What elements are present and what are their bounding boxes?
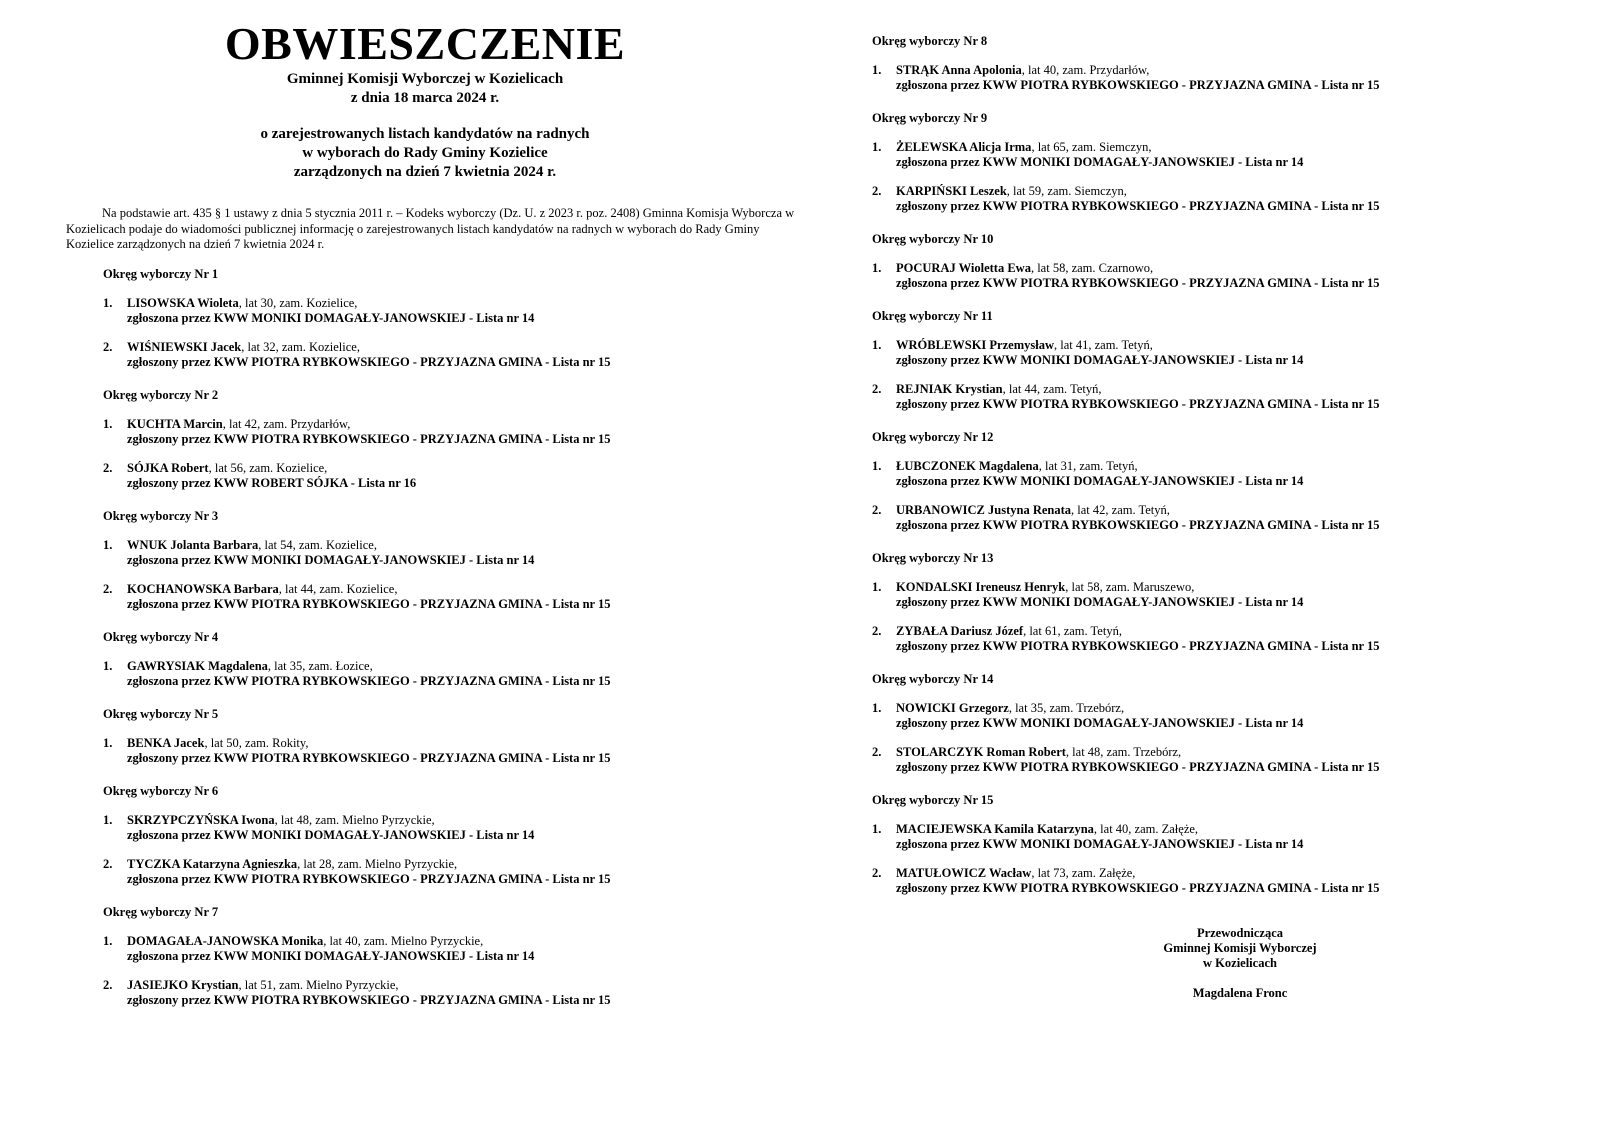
- candidate-committee: zgłoszona przez KWW MONIKI DOMAGAŁY-JANOWSKIEJ - Lista nr 14: [127, 552, 535, 567]
- candidate-committee: zgłoszony przez KWW PIOTRA RYBKOWSKIEGO - PRZYJAZNA GMINA - Lista nr 15: [896, 397, 1380, 411]
- candidate-name: KUCHTA Marcin: [127, 416, 223, 431]
- district-title: Okręg wyborczy Nr 2: [103, 387, 219, 402]
- district-section: [872, 672, 1532, 775]
- candidate-committee: zgłoszona przez KWW PIOTRA RYBKOWSKIEGO - PRZYJAZNA GMINA - Lista nr 15: [896, 276, 1380, 290]
- right-column: [872, 34, 1532, 1001]
- header-election: w wyborach do Rady Gminy Kozielice: [302, 145, 548, 161]
- candidate-name: URBANOWICZ Justyna Renata: [896, 503, 1072, 517]
- candidate-line: [127, 417, 796, 432]
- candidate-number: 2.: [872, 866, 882, 880]
- candidate-name: SÓJKA Robert: [127, 460, 209, 475]
- candidate-name: GAWRYSIAK Magdalena: [127, 658, 268, 673]
- header-subject: o zarejestrowanych listach kandydatów na radnych: [260, 126, 590, 142]
- candidate-details: , lat 40, zam. Mielno Pyrzyckie,: [323, 933, 484, 948]
- candidate-details: , lat 48, zam. Trzebórz,: [1065, 745, 1182, 759]
- candidate-committee: zgłoszony przez KWW PIOTRA RYBKOWSKIEGO - PRZYJAZNA GMINA - Lista nr 15: [896, 881, 1380, 895]
- candidate-entry: [103, 582, 796, 612]
- candidate-name: REJNIAK Krystian: [896, 382, 1003, 396]
- candidate-number: 1.: [872, 459, 882, 473]
- candidate-name: ŻELEWSKA Alicja Irma: [896, 140, 1032, 154]
- candidate-details: , lat 51, zam. Mielno Pyrzyckie,: [238, 977, 399, 992]
- candidate-number: 2.: [103, 977, 113, 992]
- district-title: Okręg wyborczy Nr 15: [872, 793, 994, 807]
- candidate-line: [127, 934, 796, 949]
- candidate-details: , lat 48, zam. Mielno Pyrzyckie,: [274, 812, 435, 827]
- candidate-details: , lat 59, zam. Siemczyn,: [1006, 184, 1127, 198]
- candidate-entry: [872, 701, 1532, 731]
- candidate-line: [127, 659, 796, 674]
- candidate-number: 1.: [103, 933, 113, 948]
- candidate-line: [127, 296, 796, 311]
- candidate-entry: [872, 503, 1532, 533]
- candidate-details: , lat 35, zam. Trzebórz,: [1008, 701, 1125, 715]
- district-title: Okręg wyborczy Nr 11: [872, 309, 993, 323]
- candidate-entry: [103, 659, 796, 689]
- district-title: Okręg wyborczy Nr 12: [872, 430, 994, 444]
- candidate-line: [127, 538, 796, 553]
- district-section: [872, 430, 1532, 533]
- district-title: Okręg wyborczy Nr 14: [872, 672, 994, 686]
- district-title: Okręg wyborczy Nr 13: [872, 551, 994, 565]
- candidate-number: 1.: [103, 658, 113, 673]
- district-section: [103, 388, 796, 491]
- candidate-number: 1.: [872, 822, 882, 836]
- candidate-name: KOCHANOWSKA Barbara: [127, 581, 279, 596]
- candidate-line: [127, 582, 796, 597]
- candidate-line: [896, 459, 1532, 474]
- candidate-line: [896, 338, 1532, 353]
- candidate-name: STOLARCZYK Roman Robert: [896, 745, 1066, 759]
- district-section: [103, 707, 796, 766]
- candidate-entry: [872, 184, 1532, 214]
- candidate-committee: zgłoszony przez KWW PIOTRA RYBKOWSKIEGO - PRZYJAZNA GMINA - Lista nr 15: [127, 431, 611, 446]
- candidate-number: 1.: [872, 140, 882, 154]
- candidate-entry: [103, 340, 796, 370]
- candidate-details: , lat 58, zam. Maruszewo,: [1065, 580, 1195, 594]
- candidate-details: , lat 73, zam. Załęże,: [1031, 866, 1136, 880]
- candidate-number: 2.: [103, 856, 113, 871]
- candidate-number: 2.: [103, 460, 113, 475]
- candidate-entry: [103, 813, 796, 843]
- candidate-committee: zgłoszony przez KWW PIOTRA RYBKOWSKIEGO - PRZYJAZNA GMINA - Lista nr 15: [896, 760, 1380, 774]
- candidate-number: 1.: [103, 735, 113, 750]
- candidate-line: [896, 382, 1532, 397]
- candidate-name: BENKA Jacek: [127, 735, 205, 750]
- candidate-number: 1.: [103, 416, 113, 431]
- district-title: Okręg wyborczy Nr 6: [103, 783, 219, 798]
- candidate-line: [896, 503, 1532, 518]
- candidate-number: 2.: [103, 581, 113, 596]
- candidate-committee: zgłoszona przez KWW MONIKI DOMAGAŁY-JANOWSKIEJ - Lista nr 14: [896, 474, 1304, 488]
- district-title: Okręg wyborczy Nr 8: [872, 34, 988, 48]
- header-election-date: zarządzonych na dzień 7 kwietnia 2024 r.: [293, 164, 557, 180]
- candidate-number: 2.: [872, 745, 882, 759]
- candidate-details: , lat 50, zam. Rokity,: [204, 735, 309, 750]
- candidate-name: POCURAJ Wioletta Ewa: [896, 261, 1031, 275]
- candidate-details: , lat 40, zam. Przydarłów,: [1021, 63, 1150, 77]
- candidate-line: [896, 866, 1532, 881]
- district-title: Okręg wyborczy Nr 9: [872, 111, 988, 125]
- signature-body: Gminnej Komisji Wyborczej: [1163, 941, 1317, 955]
- candidate-name: DOMAGAŁA-JANOWSKA Monika: [127, 933, 324, 948]
- candidate-entry: [872, 140, 1532, 170]
- candidate-entry: [872, 63, 1532, 93]
- candidate-line: [127, 340, 796, 355]
- candidate-committee: zgłoszony przez KWW MONIKI DOMAGAŁY-JANOWSKIEJ - Lista nr 14: [896, 353, 1304, 367]
- candidate-name: WIŚNIEWSKI Jacek: [127, 339, 242, 354]
- candidate-number: 2.: [872, 184, 882, 198]
- candidate-entry: [103, 736, 796, 766]
- candidate-details: , lat 41, zam. Tetyń,: [1053, 338, 1153, 352]
- candidate-number: 2.: [872, 624, 882, 638]
- candidate-committee: zgłoszona przez KWW MONIKI DOMAGAŁY-JANOWSKIEJ - Lista nr 14: [127, 827, 535, 842]
- signature-name: Magdalena Fronc: [1192, 986, 1288, 1000]
- candidate-line: [896, 184, 1532, 199]
- candidate-number: 1.: [872, 63, 882, 77]
- candidate-number: 1.: [872, 701, 882, 715]
- header-commission: Gminnej Komisji Wyborczej w Kozielicach: [286, 71, 564, 87]
- candidate-details: , lat 42, zam. Przydarłów,: [222, 416, 351, 431]
- candidate-committee: zgłoszona przez KWW PIOTRA RYBKOWSKIEGO - PRZYJAZNA GMINA - Lista nr 15: [127, 596, 611, 611]
- candidate-number: 1.: [103, 812, 113, 827]
- left-districts: [66, 267, 796, 1008]
- candidate-line: [896, 580, 1532, 595]
- candidate-entry: [872, 261, 1532, 291]
- district-title: Okręg wyborczy Nr 7: [103, 904, 219, 919]
- district-section: [103, 630, 796, 689]
- candidate-number: 1.: [103, 537, 113, 552]
- candidate-line: [127, 978, 796, 993]
- candidate-number: 1.: [872, 338, 882, 352]
- candidate-details: , lat 28, zam. Mielno Pyrzyckie,: [297, 856, 458, 871]
- candidate-committee: zgłoszona przez KWW MONIKI DOMAGAŁY-JANOWSKIEJ - Lista nr 14: [127, 310, 535, 325]
- left-column: [66, 18, 796, 1008]
- candidate-line: [896, 140, 1532, 155]
- candidate-name: SKRZYPCZYŃSKA Iwona: [127, 812, 275, 827]
- district-title: Okręg wyborczy Nr 4: [103, 629, 219, 644]
- district-title: Okręg wyborczy Nr 3: [103, 508, 219, 523]
- candidate-committee: zgłoszony przez KWW MONIKI DOMAGAŁY-JANOWSKIEJ - Lista nr 14: [896, 716, 1304, 730]
- candidate-details: , lat 35, zam. Łozice,: [267, 658, 373, 673]
- candidate-committee: zgłoszony przez KWW PIOTRA RYBKOWSKIEGO - PRZYJAZNA GMINA - Lista nr 15: [127, 354, 611, 369]
- candidate-number: 2.: [872, 382, 882, 396]
- document-header: [66, 18, 784, 182]
- district-section: [103, 905, 796, 1008]
- candidate-committee: zgłoszona przez KWW MONIKI DOMAGAŁY-JANOWSKIEJ - Lista nr 14: [127, 948, 535, 963]
- candidate-details: , lat 44, zam. Tetyń,: [1002, 382, 1102, 396]
- candidate-details: , lat 56, zam. Kozielice,: [208, 460, 328, 475]
- candidate-line: [896, 745, 1532, 760]
- candidate-committee: zgłoszona przez KWW PIOTRA RYBKOWSKIEGO - PRZYJAZNA GMINA - Lista nr 15: [127, 871, 611, 886]
- candidate-entry: [103, 461, 796, 491]
- candidate-committee: zgłoszony przez KWW ROBERT SÓJKA - Lista nr 16: [127, 475, 417, 490]
- candidate-committee: zgłoszony przez KWW PIOTRA RYBKOWSKIEGO - PRZYJAZNA GMINA - Lista nr 15: [896, 199, 1380, 213]
- candidate-entry: [103, 417, 796, 447]
- district-section: [872, 551, 1532, 654]
- candidate-details: , lat 32, zam. Kozielice,: [241, 339, 360, 354]
- candidate-entry: [103, 934, 796, 964]
- candidate-number: 1.: [872, 580, 882, 594]
- candidate-name: LISOWSKA Wioleta: [127, 295, 239, 310]
- candidate-committee: zgłoszony przez KWW PIOTRA RYBKOWSKIEGO - PRZYJAZNA GMINA - Lista nr 15: [127, 750, 611, 765]
- candidate-name: KARPIŃSKI Leszek: [896, 184, 1007, 198]
- candidate-entry: [872, 459, 1532, 489]
- district-section: [103, 784, 796, 887]
- signature-role: Przewodnicząca: [1196, 926, 1284, 940]
- candidate-number: 2.: [103, 339, 113, 354]
- candidate-entry: [872, 382, 1532, 412]
- candidate-details: , lat 30, zam. Kozielice,: [238, 295, 358, 310]
- candidate-details: , lat 44, zam. Kozielice,: [278, 581, 398, 596]
- candidate-name: WNUK Jolanta Barbara: [127, 537, 259, 552]
- signature-place: w Kozielicach: [1203, 956, 1277, 970]
- district-section: [872, 793, 1532, 896]
- candidate-name: TYCZKA Katarzyna Agnieszka: [127, 856, 298, 871]
- candidate-committee: zgłoszony przez KWW PIOTRA RYBKOWSKIEGO - PRZYJAZNA GMINA - Lista nr 15: [896, 639, 1380, 653]
- candidate-name: NOWICKI Grzegorz: [896, 701, 1009, 715]
- district-section: [872, 34, 1532, 93]
- candidate-entry: [872, 745, 1532, 775]
- district-section: [103, 509, 796, 612]
- district-section: [872, 111, 1532, 214]
- candidate-line: [127, 857, 796, 872]
- candidate-details: , lat 42, zam. Tetyń,: [1071, 503, 1170, 517]
- candidate-line: [896, 63, 1532, 78]
- candidate-line: [896, 624, 1532, 639]
- candidate-details: , lat 31, zam. Tetyń,: [1038, 459, 1138, 473]
- candidate-details: , lat 54, zam. Kozielice,: [258, 537, 377, 552]
- intro-paragraph: Na podstawie art. 435 § 1 ustawy z dnia 5 stycznia 2011 r. – Kodeks wyborczy (Dz. U. z 2023 r. poz. 2408) Gminna Komisja Wyborcza w Kozielicach podaje do wiadomości publicznej informację o zarejestrowanych listach kandydatów na radnych w wyborach do Rady Gminy Kozielice zarządzonych na dzień 7 kwietnia 2024 r.: [66, 206, 795, 251]
- candidate-number: 2.: [872, 503, 882, 517]
- candidate-name: ZYBAŁA Dariusz Józef: [896, 624, 1024, 638]
- candidate-details: , lat 58, zam. Czarnowo,: [1030, 261, 1154, 275]
- candidate-line: [127, 736, 796, 751]
- candidate-name: STRĄK Anna Apolonia: [896, 63, 1022, 77]
- header-date: z dnia 18 marca 2024 r.: [350, 90, 500, 106]
- candidate-entry: [872, 580, 1532, 610]
- candidate-entry: [103, 857, 796, 887]
- district-title: Okręg wyborczy Nr 5: [103, 706, 219, 721]
- candidate-entry: [103, 978, 796, 1008]
- candidate-committee: zgłoszony przez KWW PIOTRA RYBKOWSKIEGO - PRZYJAZNA GMINA - Lista nr 15: [127, 992, 611, 1007]
- document-title: OBWIESZCZENIE: [224, 18, 626, 69]
- candidate-committee: zgłoszona przez KWW MONIKI DOMAGAŁY-JANOWSKIEJ - Lista nr 14: [896, 155, 1304, 169]
- candidate-entry: [872, 624, 1532, 654]
- candidate-number: 1.: [872, 261, 882, 275]
- candidate-committee: zgłoszony przez KWW MONIKI DOMAGAŁY-JANOWSKIEJ - Lista nr 14: [896, 595, 1304, 609]
- candidate-line: [896, 822, 1532, 837]
- district-title: Okręg wyborczy Nr 1: [103, 266, 219, 281]
- candidate-entry: [872, 866, 1532, 896]
- candidate-number: 1.: [103, 295, 113, 310]
- candidate-entry: [103, 296, 796, 326]
- candidate-entry: [872, 338, 1532, 368]
- candidate-name: KONDALSKI Ireneusz Henryk: [896, 580, 1066, 594]
- candidate-name: MACIEJEWSKA Kamila Katarzyna: [896, 822, 1094, 836]
- candidate-entry: [872, 822, 1532, 852]
- candidate-details: , lat 61, zam. Tetyń,: [1023, 624, 1122, 638]
- candidate-name: WRÓBLEWSKI Przemysław: [896, 338, 1054, 352]
- candidate-entry: [103, 538, 796, 568]
- candidate-line: [896, 261, 1532, 276]
- candidate-name: ŁUBCZONEK Magdalena: [896, 459, 1039, 473]
- candidate-details: , lat 40, zam. Załęże,: [1093, 822, 1199, 836]
- district-title: Okręg wyborczy Nr 10: [872, 232, 994, 246]
- district-section: [103, 267, 796, 370]
- candidate-name: JASIEJKO Krystian: [127, 977, 239, 992]
- candidate-committee: zgłoszona przez KWW PIOTRA RYBKOWSKIEGO - PRZYJAZNA GMINA - Lista nr 15: [896, 78, 1380, 92]
- candidate-name: MATUŁOWICZ Wacław: [896, 866, 1032, 880]
- candidate-details: , lat 65, zam. Siemczyn,: [1031, 140, 1152, 154]
- district-section: [872, 232, 1532, 291]
- right-districts: [872, 34, 1532, 896]
- candidate-committee: zgłoszona przez KWW MONIKI DOMAGAŁY-JANOWSKIEJ - Lista nr 14: [896, 837, 1304, 851]
- candidate-committee: zgłoszona przez KWW PIOTRA RYBKOWSKIEGO - PRZYJAZNA GMINA - Lista nr 15: [896, 518, 1380, 532]
- signature-block: [1130, 926, 1350, 1001]
- candidate-line: [127, 461, 796, 476]
- candidate-line: [896, 701, 1532, 716]
- candidate-committee: zgłoszona przez KWW PIOTRA RYBKOWSKIEGO - PRZYJAZNA GMINA - Lista nr 15: [127, 673, 611, 688]
- district-section: [872, 309, 1532, 412]
- candidate-line: [127, 813, 796, 828]
